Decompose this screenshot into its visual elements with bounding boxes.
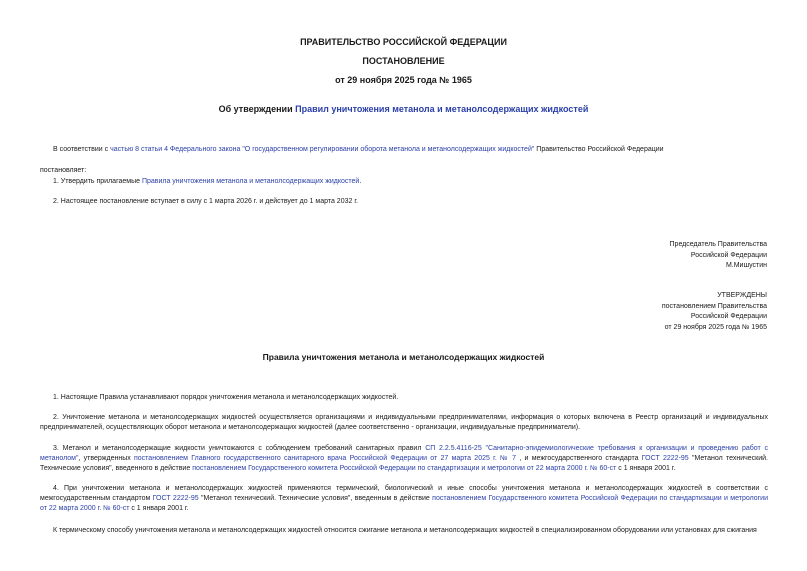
decree-word: постановляет: (40, 167, 87, 174)
rule-3-text-b: , утвержденных (78, 455, 134, 462)
document-date-number: от 29 ноября 2025 года № 1965 (335, 75, 472, 85)
document-subject (0, 104, 807, 114)
federal-law-link[interactable]: частью 8 статьи 4 Федерального закона "О государственном регулировании оборота метанола и метанолсодержащих жидкостей" (110, 146, 535, 153)
government-title: ПРАВИТЕЛЬСТВО РОССИЙСКОЙ ФЕДЕРАЦИИ (300, 37, 507, 47)
rule-3-text-d: "Метанол технический. Технические условия", введенного в действие (40, 455, 769, 472)
approved-label: УТВЕРЖДЕНЫ (717, 292, 767, 299)
subject-prefix: Об утверждении (218, 104, 296, 114)
rule-4 (40, 484, 768, 514)
sp-link[interactable]: СП 2.2.5.4116-25 "Санитарно-эпидемиологические требования к организации и проведению работ с метанолом" (40, 445, 769, 462)
signature-block (670, 240, 767, 272)
standard-committee-link[interactable]: постановлением Государственного комитета Российской Федерации по стандартизации и метрологии от 22 марта 2000 г. № 60-ст (192, 465, 617, 472)
standard-committee-link-2[interactable]: постановлением Государственного комитета Российской Федерации по стандартизации и метрологии от 22 марта 2000 г. № 60-ст (40, 495, 769, 512)
rule-5-paragraph: К термическому способу уничтожения метанола и метанолсодержащих жидкостей относится сжигание метанола и метанолсодержащих жидкостей в специализированном оборудовании или установках для сжигания (53, 527, 757, 534)
preamble-text-end: Правительство Российской Федерации (534, 146, 664, 153)
subject-link[interactable]: Правил уничтожения метанола и метанолсодержащих жидкостей (295, 104, 589, 114)
rule-2: 2. Уничтожение метанола и метанолсодержащих жидкостей осуществляется организациями и индивидуальными предпринимателями, информация о которых включена в Реестр организаций и индивидуальных предпринимателей, осуществляющих оборот метанола и метанолсодержащих жидкостей (далее соответственно - организации, индивидуальные предприниматели). (40, 414, 768, 431)
rule-4-text-b: "Метанол технический. Технические условия", введенным в действие (198, 495, 433, 502)
rules-link[interactable]: Правила уничтожения метанола и метанолсодержащих жидкостей (141, 178, 360, 185)
gost-link-2[interactable]: ГОСТ 2222-95 (152, 495, 199, 502)
item-1-text: 1. Утвердить прилагаемые (53, 178, 142, 185)
rules-title: Правила уничтожения метанола и метанолсодержащих жидкостей (262, 352, 545, 362)
item-1 (53, 177, 361, 187)
rule-3-text-e: с 1 января 2001 г. (616, 465, 676, 472)
rule-1: 1. Настоящие Правила устанавливают порядок уничтожения метанола и метанолсодержащих жидкостей. (53, 394, 399, 401)
rule-4-text-c: с 1 января 2001 г. (129, 505, 189, 512)
approved-block (662, 291, 767, 333)
approved-country: Российской Федерации (690, 313, 767, 320)
approved-date: от 29 ноября 2025 года № 1965 (664, 323, 767, 331)
item-2: 2. Настоящее постановление вступает в силу с 1 марта 2026 г. и действует до 1 марта 2032 г. (53, 198, 358, 205)
rule-3-text-a: 3. Метанол и метанолсодержащие жидкости уничтожаются с соблюдением требований санитарных правил (53, 445, 426, 452)
preamble-paragraph (53, 145, 773, 155)
rule-4-text-a: 4. При уничтожении метанола и метанолсодержащих жидкостей применяются термический, биологический и иные способы уничтожения метанола и метанолсодержащих жидкостей в соответствии с межгосударственным стандартом (40, 485, 768, 502)
sanitary-decree-link[interactable]: постановлением Главного государственного санитарного врача Российской Федерации от 27 марта 2025 г. № 7 (134, 455, 517, 462)
preamble-text: В соответствии с (53, 146, 111, 153)
rule-3 (40, 444, 768, 474)
signature-country: Российской Федерации (690, 251, 767, 259)
signature-name: М.Мишустин (725, 262, 767, 269)
rule-3-text-c: , и межгосударственного стандарта (516, 455, 642, 462)
gost-link[interactable]: ГОСТ 2222-95 (641, 455, 689, 462)
document-type: ПОСТАНОВЛЕНИЕ (362, 56, 445, 66)
item-1-end: . (359, 178, 362, 185)
approved-by: постановлением Правительства (661, 302, 767, 310)
signature-position: Председатель Правительства (669, 241, 767, 248)
